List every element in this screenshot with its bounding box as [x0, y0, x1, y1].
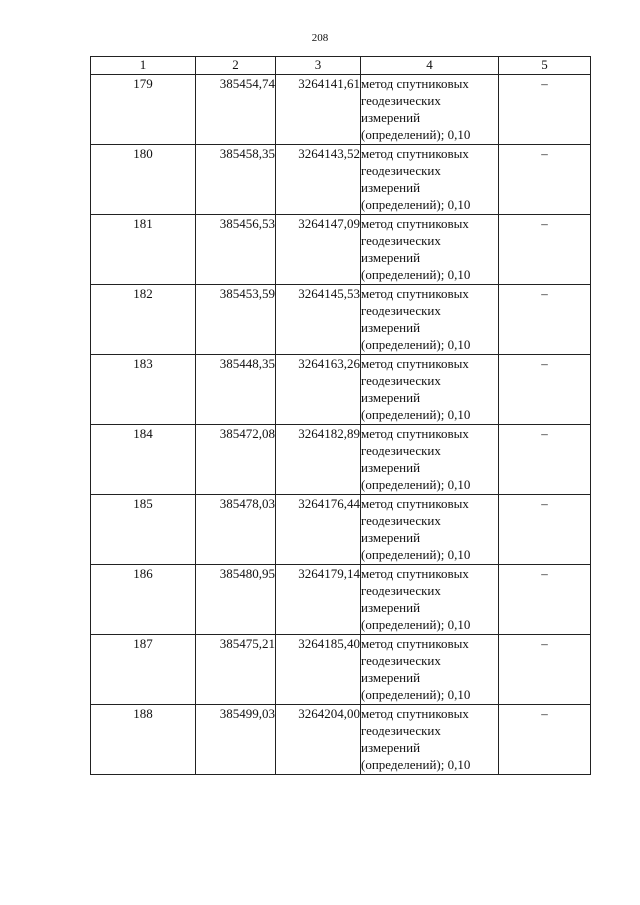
- table-row: [91, 355, 591, 425]
- method-text-line: измерений: [361, 180, 421, 195]
- method-text-line: метод спутниковых: [361, 216, 469, 231]
- method-text-line: геодезических: [361, 723, 441, 738]
- method-text-line: геодезических: [361, 303, 441, 318]
- method-cell: [361, 705, 499, 775]
- method-cell: [361, 495, 499, 565]
- coordinate-y: 3264179,14: [276, 565, 361, 635]
- method-text-line: измерений: [361, 320, 421, 335]
- header-col-5: 5: [499, 57, 591, 75]
- method-text-line: геодезических: [361, 163, 441, 178]
- method-text-line: (определений); 0,10: [361, 197, 471, 212]
- coordinate-x: 385475,21: [196, 635, 276, 705]
- column-5-value: –: [499, 215, 591, 285]
- method-cell: [361, 635, 499, 705]
- method-text-line: (определений); 0,10: [361, 687, 471, 702]
- coordinate-x: 385472,08: [196, 425, 276, 495]
- point-number: 179: [91, 75, 196, 145]
- point-number: 185: [91, 495, 196, 565]
- coordinate-x: 385456,53: [196, 215, 276, 285]
- method-text-line: геодезических: [361, 443, 441, 458]
- coordinate-x: 385478,03: [196, 495, 276, 565]
- method-text-line: измерений: [361, 530, 421, 545]
- column-5-value: –: [499, 495, 591, 565]
- method-text-line: геодезических: [361, 583, 441, 598]
- method-text-line: измерений: [361, 740, 421, 755]
- coordinate-x: 385453,59: [196, 285, 276, 355]
- method-cell: [361, 145, 499, 215]
- coordinates-table: [90, 56, 591, 775]
- header-col-3: 3: [276, 57, 361, 75]
- method-text-line: геодезических: [361, 233, 441, 248]
- point-number: 180: [91, 145, 196, 215]
- header-col-4: 4: [361, 57, 499, 75]
- method-text-line: метод спутниковых: [361, 566, 469, 581]
- coordinate-y: 3264145,53: [276, 285, 361, 355]
- column-5-value: –: [499, 145, 591, 215]
- point-number: 182: [91, 285, 196, 355]
- method-text-line: метод спутниковых: [361, 636, 469, 651]
- method-text-line: метод спутниковых: [361, 706, 469, 721]
- column-5-value: –: [499, 425, 591, 495]
- table-row: [91, 495, 591, 565]
- point-number: 184: [91, 425, 196, 495]
- method-text-line: (определений); 0,10: [361, 757, 471, 772]
- method-text-line: метод спутниковых: [361, 76, 469, 91]
- header-col-2: 2: [196, 57, 276, 75]
- method-text-line: геодезических: [361, 93, 441, 108]
- table-row: [91, 75, 591, 145]
- method-text-line: метод спутниковых: [361, 146, 469, 161]
- coordinate-x: 385454,74: [196, 75, 276, 145]
- method-cell: [361, 285, 499, 355]
- method-text-line: геодезических: [361, 373, 441, 388]
- coordinate-y: 3264204,00: [276, 705, 361, 775]
- method-text-line: (определений); 0,10: [361, 127, 471, 142]
- column-5-value: –: [499, 635, 591, 705]
- coordinate-x: 385499,03: [196, 705, 276, 775]
- method-cell: [361, 355, 499, 425]
- method-text-line: (определений); 0,10: [361, 547, 471, 562]
- method-cell: [361, 565, 499, 635]
- point-number: 188: [91, 705, 196, 775]
- point-number: 181: [91, 215, 196, 285]
- table-row: [91, 145, 591, 215]
- method-text-line: измерений: [361, 670, 421, 685]
- method-text-line: (определений); 0,10: [361, 407, 471, 422]
- coordinate-y: 3264182,89: [276, 425, 361, 495]
- method-text-line: метод спутниковых: [361, 356, 469, 371]
- method-cell: [361, 215, 499, 285]
- column-5-value: –: [499, 705, 591, 775]
- column-5-value: –: [499, 355, 591, 425]
- coordinate-y: 3264185,40: [276, 635, 361, 705]
- method-text-line: метод спутниковых: [361, 426, 469, 441]
- method-text-line: (определений); 0,10: [361, 337, 471, 352]
- table-body: [91, 75, 591, 775]
- table-row: [91, 635, 591, 705]
- method-text-line: измерений: [361, 390, 421, 405]
- method-text-line: геодезических: [361, 653, 441, 668]
- method-text-line: (определений); 0,10: [361, 617, 471, 632]
- table-row: [91, 285, 591, 355]
- table-row: [91, 705, 591, 775]
- coordinate-x: 385448,35: [196, 355, 276, 425]
- table-row: [91, 215, 591, 285]
- table-row: [91, 425, 591, 495]
- coordinate-y: 3264147,09: [276, 215, 361, 285]
- method-cell: [361, 425, 499, 495]
- method-cell: [361, 75, 499, 145]
- point-number: 183: [91, 355, 196, 425]
- method-text-line: измерений: [361, 110, 421, 125]
- method-text-line: (определений); 0,10: [361, 267, 471, 282]
- table-row: [91, 565, 591, 635]
- page-number: 208: [311, 32, 329, 44]
- coordinate-x: 385458,35: [196, 145, 276, 215]
- column-5-value: –: [499, 75, 591, 145]
- column-5-value: –: [499, 565, 591, 635]
- point-number: 186: [91, 565, 196, 635]
- coordinate-y: 3264141,61: [276, 75, 361, 145]
- coordinate-y: 3264176,44: [276, 495, 361, 565]
- method-text-line: (определений); 0,10: [361, 477, 471, 492]
- point-number: 187: [91, 635, 196, 705]
- coordinate-x: 385480,95: [196, 565, 276, 635]
- header-col-1: 1: [91, 57, 196, 75]
- method-text-line: измерений: [361, 460, 421, 475]
- table-header-row: [91, 57, 591, 75]
- column-5-value: –: [499, 285, 591, 355]
- coordinate-y: 3264143,52: [276, 145, 361, 215]
- coordinate-y: 3264163,26: [276, 355, 361, 425]
- method-text-line: метод спутниковых: [361, 496, 469, 511]
- method-text-line: измерений: [361, 250, 421, 265]
- method-text-line: метод спутниковых: [361, 286, 469, 301]
- method-text-line: измерений: [361, 600, 421, 615]
- method-text-line: геодезических: [361, 513, 441, 528]
